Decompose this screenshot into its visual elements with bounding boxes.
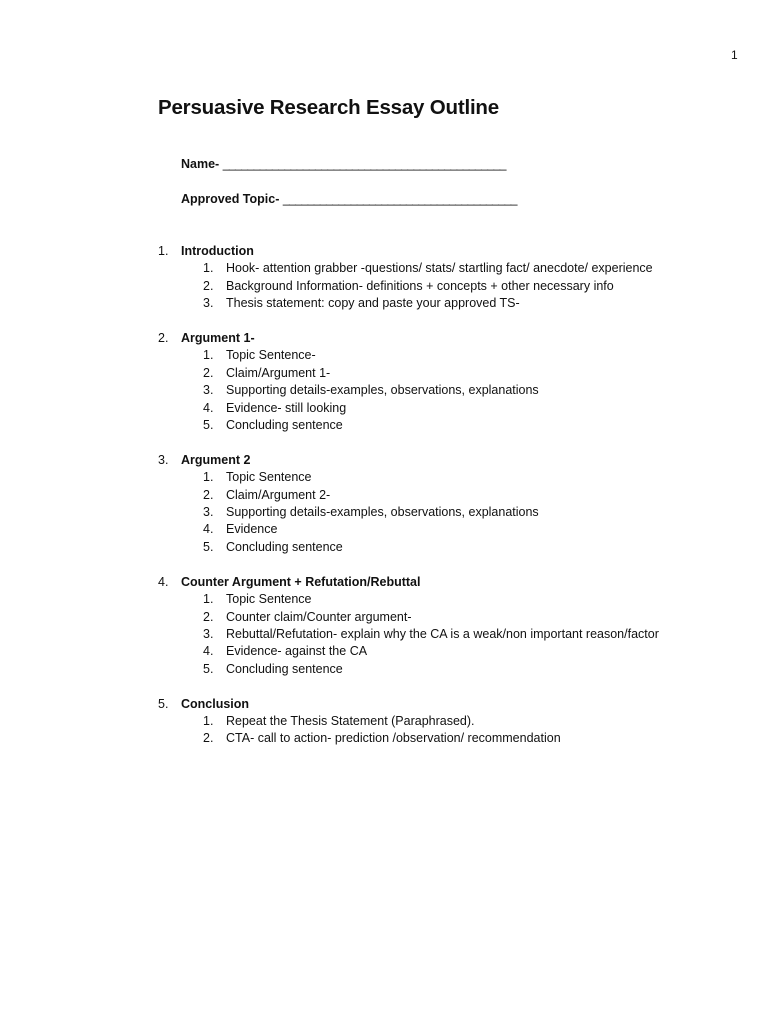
item-number: 5. [203,539,214,554]
name-label: Name- [181,157,220,171]
list-item [158,591,758,608]
section-number: 5. [158,696,169,711]
list-item [158,626,758,643]
item-text: Evidence [226,522,278,537]
item-number: 2. [203,365,214,380]
item-text: Hook- attention grabber -questions/ stats/ startling fact/ anecdote/ experience [226,261,653,276]
item-number: 4. [203,522,214,537]
item-number: 1. [203,261,214,276]
list-item [158,730,758,747]
section-heading [158,574,758,591]
section-title: Argument 1- [181,331,255,346]
list-item [158,417,758,434]
list-item [158,609,758,626]
section-heading [158,243,758,260]
item-number: 5. [203,661,214,676]
outline-section [158,452,758,556]
list-item [158,521,758,538]
item-number: 3. [203,626,214,641]
name-blank-line: ______________________________________________ [222,157,506,171]
item-number: 2. [203,487,214,502]
item-number: 1. [203,592,214,607]
approved-topic-label: Approved Topic- [181,192,280,206]
section-items [158,469,758,556]
item-text: Evidence- still looking [226,400,347,415]
outline [158,243,758,765]
item-text: Rebuttal/Refutation- explain why the CA is a weak/non important reason/factor [226,626,659,641]
section-number: 3. [158,452,169,467]
item-text: Counter claim/Counter argument- [226,609,412,624]
section-title: Argument 2 [181,452,251,467]
section-heading [158,330,758,347]
section-items [158,591,758,678]
item-number: 1. [203,713,214,728]
list-item [158,539,758,556]
item-text: Supporting details-examples, observations, explanations [226,383,539,398]
section-number: 1. [158,244,169,258]
item-number: 1. [203,348,214,363]
item-number: 1. [203,470,214,485]
item-text: Concluding sentence [226,418,343,433]
document-title: Persuasive Research Essay Outline [158,96,499,119]
section-items [158,260,758,312]
list-item [158,400,758,417]
item-number: 3. [203,383,214,398]
item-text: Background Information- definitions + concepts + other necessary info [226,278,614,293]
item-number: 5. [203,418,214,433]
list-item [158,295,758,312]
outline-section [158,243,758,313]
section-items [158,713,758,748]
list-item [158,382,758,399]
item-number: 2. [203,278,214,293]
item-text: Repeat the Thesis Statement (Paraphrased). [226,713,475,728]
item-text: Claim/Argument 1- [226,365,331,380]
list-item [158,278,758,295]
item-number: 4. [203,644,214,659]
item-number: 3. [203,296,214,311]
item-text: CTA- call to action- prediction /observation/ recommendation [226,731,561,746]
list-item [158,260,758,277]
item-text: Evidence- against the CA [226,644,368,659]
section-heading [158,696,758,713]
item-number: 2. [203,731,214,746]
item-text: Concluding sentence [226,539,343,554]
item-text: Topic Sentence- [226,348,316,363]
list-item [158,504,758,521]
item-text: Supporting details-examples, observations, explanations [226,505,539,520]
list-item [158,643,758,660]
item-text: Topic Sentence [226,470,312,485]
list-item [158,661,758,678]
section-title: Conclusion [181,696,250,711]
item-text: Claim/Argument 2- [226,487,331,502]
item-number: 4. [203,400,214,415]
list-item [158,713,758,730]
section-number: 2. [158,331,169,346]
outline-section [158,696,758,748]
list-item [158,365,758,382]
page-number: 1 [731,48,738,62]
list-item [158,487,758,504]
section-heading [158,452,758,469]
item-text: Topic Sentence [226,592,312,607]
list-item [158,347,758,364]
section-number: 4. [158,574,169,589]
approved-topic-blank-line: ______________________________________ [282,192,517,206]
item-number: 3. [203,505,214,520]
item-number: 2. [203,609,214,624]
section-title: Counter Argument + Refutation/Rebuttal [181,574,421,589]
item-text: Thesis statement: copy and paste your approved TS- [226,296,520,311]
outline-section [158,574,758,678]
name-field [181,156,506,173]
list-item [158,469,758,486]
section-items [158,347,758,434]
section-title: Introduction [181,244,254,258]
item-text: Concluding sentence [226,661,343,676]
approved-topic-field [181,191,517,208]
outline-section [158,330,758,434]
